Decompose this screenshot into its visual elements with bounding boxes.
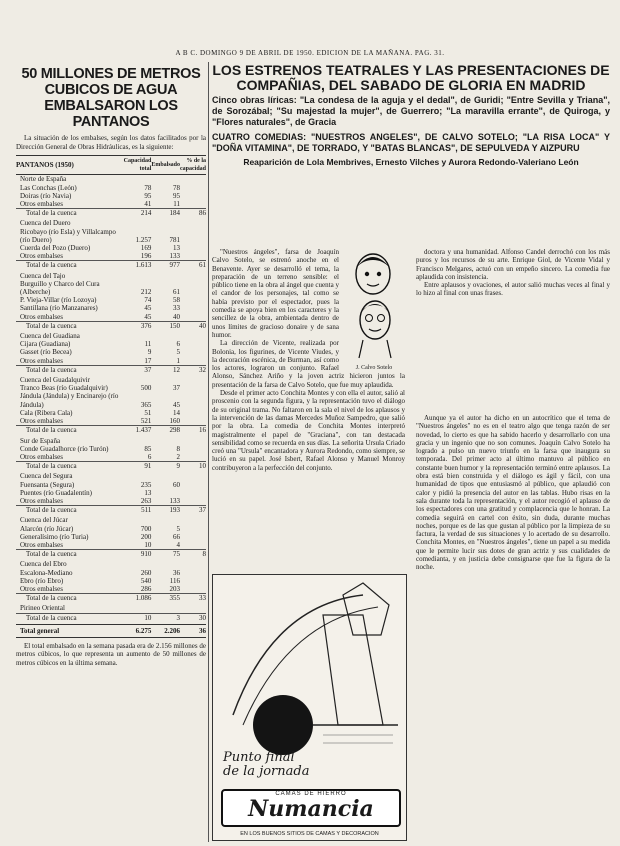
table-header-row — [16, 156, 206, 175]
table-row — [16, 453, 206, 462]
capacity-value: 500 — [140, 384, 152, 393]
table-row — [16, 304, 206, 312]
reservoir-name: Escalona-Mediano — [20, 568, 73, 577]
stored-value: 11 — [173, 200, 180, 209]
reservoir-name: Otros embalses — [20, 200, 63, 209]
percent-value: 16 — [180, 426, 206, 437]
capacity-value: 1.257 — [135, 235, 152, 244]
reservoir-name: Total de la cuenca — [16, 261, 124, 272]
stored-value: 160 — [169, 417, 180, 426]
reservoir-name: Otros embalses — [20, 452, 63, 461]
reservoir-name: Norte de España — [20, 175, 67, 184]
stored-value: 6 — [176, 340, 180, 349]
capacity-value — [124, 175, 152, 184]
reservoir-name: Cuenca del Guadalquivir — [20, 376, 90, 385]
table-row — [16, 340, 206, 348]
percent-value — [180, 409, 206, 417]
ad-brand-top: CAMAS DE HIERRO — [275, 791, 347, 797]
capacity-value — [124, 516, 152, 524]
reservoir-name: Otros embalses — [20, 312, 63, 321]
percent-value — [180, 472, 206, 480]
table-row — [16, 244, 206, 252]
ad-footer: EN LOS BUENOS SITIOS DE CAMAS Y DECORACION — [240, 831, 379, 837]
stored-value: 14 — [173, 408, 180, 417]
capacity-value: 196 — [140, 252, 152, 261]
reservoir-name: Total de la cuenca — [16, 550, 124, 561]
percent-value — [180, 332, 206, 340]
theatre-paragraph-1: "Nuestros ángeles", farsa de Joaquín Calvo Sotelo, se estrenó anoche en el Benavente. Ayer se desarrolló el tema, la preparación de un terreno sensible: el público tiene en la obra al ángel que cuenta y el candor de los personajes, tal como se había previsto por el espectador, pues la comedia se apoya bien en los caracteres y la sencillez de la obra, ambientada dentro de unos límites de gracioso donaire y de sana humor. — [212, 248, 339, 339]
percent-value: 61 — [180, 261, 206, 272]
stored-value: 5 — [176, 348, 180, 357]
stored-value: 61 — [173, 288, 180, 297]
table-row — [16, 332, 206, 340]
stored-value: 95 — [173, 191, 180, 200]
reservoirs-article — [16, 62, 206, 842]
capacity-value: 1.437 — [124, 426, 152, 437]
percent-value — [180, 192, 206, 200]
capacity-value — [124, 219, 152, 227]
reservoir-name: Total de la cuenca — [16, 365, 124, 376]
capacity-value: 37 — [124, 365, 152, 376]
caricature-illustration — [343, 248, 405, 371]
capacity-value: 263 — [140, 496, 152, 505]
theatre-paragraph-4: doctora y una humanidad. Alfonso Candel derrochó con los más puros y los recursos de su arte. Enrique Giol, de Vicente Vidal y Francisco Melgares, actuó con un empeño sincero. La comedia fue aplaudida con insistencia. — [416, 248, 610, 281]
caricature-drawing — [343, 248, 405, 360]
table-row — [16, 437, 206, 445]
table-total-row — [16, 594, 206, 605]
capacity-value: 700 — [140, 524, 152, 533]
percent-value — [180, 219, 206, 227]
table-total-row — [16, 261, 206, 272]
stored-value — [151, 376, 180, 384]
stored-value: 781 — [169, 235, 180, 244]
reservoir-name: Otros embalses — [20, 356, 63, 365]
reservoir-name: Otros embalses — [20, 252, 63, 261]
stored-value — [151, 219, 180, 227]
percent-value: 33 — [180, 594, 206, 605]
header-pantanos: PANTANOS (1950) — [16, 156, 124, 175]
stored-value: 66 — [173, 532, 180, 541]
table-row — [16, 409, 206, 417]
capacity-value: 78 — [144, 183, 152, 192]
table-row — [16, 533, 206, 541]
reservoirs-note: El total embalsado en la semana pasada era de 2.156 millones de metros cúbicos, lo que representa un aumento de 50 millones de metros cúbicos en la última semana. — [16, 641, 206, 667]
stored-value — [151, 437, 180, 445]
reservoirs-table — [16, 155, 206, 638]
reservoir-name: Cijara (Guadiana) — [20, 340, 71, 349]
capacity-value: 286 — [140, 584, 152, 593]
reservoir-name: Cuenca del Guadiana — [20, 332, 80, 341]
percent-value — [180, 525, 206, 533]
table-row — [16, 604, 206, 613]
capacity-value: 1.086 — [124, 594, 152, 605]
percent-value — [180, 453, 206, 462]
reservoir-name: Burguillo y Charco del Cura (Alberche) — [20, 279, 100, 297]
reservoir-name: Conde Guadalhorce (río Turón) — [20, 444, 109, 453]
theatre-paragraph-5: Entre aplausos y ovaciones, el autor salió muchas veces al final y lo hizo al final con unas frases. — [416, 281, 610, 298]
table-grand-total-row — [16, 624, 206, 637]
stored-value: 75 — [151, 550, 180, 561]
theatre-subheadline-lyric: Cinco obras líricas: "La condesa de la aguja y el dedal", de Guridi; "Entre Sevilla y Triana", de Sorozábal; "Su majestad la mujer", de Guerrero; "La maravilla errante", de Quiroga, y "Flores naturales", de Gracia — [212, 95, 610, 127]
table-row — [16, 252, 206, 261]
percent-value — [180, 585, 206, 594]
stored-value: 33 — [173, 304, 180, 313]
stored-value: 8 — [176, 444, 180, 453]
capacity-value: 91 — [124, 462, 152, 473]
percent-value — [180, 577, 206, 585]
reservoir-name: Las Conchas (León) — [20, 183, 77, 192]
table-row — [16, 472, 206, 480]
capacity-value: 41 — [144, 200, 152, 209]
percent-value: 10 — [180, 462, 206, 473]
percent-value — [180, 184, 206, 192]
percent-value: 30 — [180, 613, 206, 624]
capacity-value: 910 — [124, 550, 152, 561]
capacity-value: 521 — [140, 417, 152, 426]
table-total-row — [16, 506, 206, 517]
theatre-headline: LOS ESTRENOS TEATRALES Y LAS PRESENTACIONES DE COMPAÑIAS, DEL SABADO DE GLORIA EN MADRID — [212, 62, 610, 93]
percent-value: 36 — [180, 624, 206, 637]
table-row — [16, 357, 206, 366]
stored-value: 133 — [169, 252, 180, 261]
stored-value: 298 — [151, 426, 180, 437]
table-row — [16, 228, 206, 244]
percent-value — [180, 200, 206, 209]
reservoir-name: Alarcón (río Júcar) — [20, 524, 74, 533]
stored-value: 58 — [173, 296, 180, 305]
table-total-row — [16, 550, 206, 561]
percent-value — [180, 541, 206, 550]
table-row — [16, 560, 206, 568]
table-row — [16, 192, 206, 200]
table-row — [16, 541, 206, 550]
table-row — [16, 577, 206, 585]
stored-value — [151, 332, 180, 340]
reservoir-name: Otros embalses — [20, 540, 63, 549]
capacity-value: 11 — [144, 340, 152, 349]
capacity-value: 6.275 — [124, 624, 152, 637]
capacity-value: 10 — [144, 540, 152, 549]
capacity-value — [124, 604, 152, 613]
reservoir-name: Otros embalses — [20, 417, 63, 426]
table-total-row — [16, 365, 206, 376]
reservoir-name: Fuensanta (Segura) — [20, 480, 75, 489]
reservoir-name: Cuerda del Pozo (Duero) — [20, 244, 91, 253]
stored-value — [151, 604, 180, 613]
percent-value — [180, 489, 206, 497]
stored-value — [151, 472, 180, 480]
table-total-row — [16, 209, 206, 220]
reservoir-name: Total de la cuenca — [16, 506, 124, 517]
header-embalsado: Embalsado — [151, 156, 180, 175]
table-row — [16, 272, 206, 280]
table-total-row — [16, 321, 206, 332]
reservoir-name: Ebro (río Ebro) — [20, 576, 64, 585]
stored-value: 184 — [151, 209, 180, 220]
capacity-value: 212 — [140, 288, 152, 297]
stored-value: 150 — [151, 321, 180, 332]
stored-value: 116 — [169, 576, 180, 585]
reservoir-name: Sur de España — [20, 436, 61, 445]
capacity-value: 235 — [140, 480, 152, 489]
capacity-value: 51 — [144, 408, 152, 417]
reservoir-name: Jándula (Jándula) y Encinarejo (río Jándula) — [20, 392, 119, 409]
capacity-value — [124, 332, 152, 340]
stored-value: 2 — [176, 452, 180, 461]
table-row — [16, 313, 206, 322]
reservoir-name: Cuenca del Júcar — [20, 516, 68, 525]
stored-value: 60 — [173, 480, 180, 489]
table-row — [16, 525, 206, 533]
theatre-paragraph-2: La dirección de Vicente, realizada por Bolonia, los figurines, de Vicente Viudes, y la decoración escénica, de Burman, así como los actores, lograron un conjunto. Rafael Alonso, Sánchez Ariño y la joven actriz hicieron juntos la presentación de la farsa de Calvo Sotelo, que fue muy aplaudida. — [212, 339, 405, 389]
percent-value — [180, 604, 206, 613]
percent-value — [180, 357, 206, 366]
percent-value — [180, 340, 206, 348]
reservoir-name: Puentes (río Guadalentín) — [20, 488, 92, 497]
page-folio: A B C. DOMINGO 9 DE ABRIL DE 1950. EDICION DE LA MAÑANA. PAG. 31. — [175, 49, 445, 57]
stored-value: 45 — [173, 400, 180, 409]
ad-brand-box — [221, 789, 401, 827]
percent-value: 8 — [180, 550, 206, 561]
capacity-value: 85 — [144, 444, 152, 453]
stored-value — [151, 516, 180, 524]
capacity-value: 365 — [140, 400, 152, 409]
capacity-value: 200 — [140, 532, 152, 541]
table-row — [16, 296, 206, 304]
capacity-value: 13 — [144, 488, 152, 497]
percent-value — [180, 313, 206, 322]
theatre-text-column-1 — [212, 248, 405, 472]
reservoir-name: Total de la cuenca — [16, 209, 124, 220]
theatre-paragraph-6: Aunque ya el autor ha dicho en un autocrítico que el tema de "Nuestros ángeles" no es en el teatro algo que tenga razón de ser novedad, lo cierto es que ha sabido hacerlo y desarrollarlo con una gracia y un ingenio que no son comunes. Joaquín Calvo Sotelo ha logrado a pulso un nuevo triunfo en la farsa que inaugura su temporada. Del primer acto al último mantuvo al público en constante buen humor y la representación terminó entre aplausos. La obra está bien construida y el diálogo es ágil y fácil, con una humanidad de tipos que entusiasmó al público, que aplaudió con calor y pidió la presencia del autor en las tablas. Hubo risas en la sala durante toda la representación, y el autor recogió el aplauso de los espectadores con una gratitud y complacencia que le honran. La comedia seguirá en cartel con éxito, sin duda, durante muchas noches, porque es de las que gustan al público por la limpieza de su factura, la verdad de sus situaciones y lo acertado de su desarrollo. Conchita Montes, en "Nuestros ángeles", tiene un papel a su medida que le permite lucir sus dotes de gran actriz y sus cualidades de comedianta, y en justicia debe consignarse que fue la figura de la noche. — [416, 414, 610, 572]
percent-value — [180, 384, 206, 392]
percent-value — [180, 417, 206, 426]
stored-value: 355 — [151, 594, 180, 605]
capacity-value — [124, 376, 152, 384]
reservoir-name: Cala (Ribera Cala) — [20, 408, 73, 417]
capacity-value: 45 — [144, 304, 152, 313]
percent-value — [180, 376, 206, 384]
percent-value — [180, 175, 206, 184]
percent-value — [180, 533, 206, 541]
percent-value — [180, 569, 206, 577]
reservoir-name: Ricobayo (río Esla) y Villalcampo (río Duero) — [20, 227, 116, 244]
stored-value: 13 — [173, 244, 180, 253]
reservoir-name: Gasset (río Becea) — [20, 348, 72, 357]
stored-value — [151, 560, 180, 568]
percent-value — [180, 348, 206, 356]
header-capacidad: Capacidad total — [124, 156, 152, 175]
percent-value — [180, 304, 206, 312]
capacity-value — [124, 560, 152, 568]
reservoir-name: Cuenca del Ebro — [20, 560, 67, 569]
capacity-value: 10 — [124, 613, 152, 624]
percent-value — [180, 445, 206, 453]
theatre-text-column-2 — [416, 248, 610, 298]
reservoir-name: Cuenca del Duero — [20, 219, 71, 228]
capacity-value: 260 — [140, 568, 152, 577]
percent-value — [180, 272, 206, 280]
reservoir-name: Cuenca del Segura — [20, 472, 73, 481]
table-row — [16, 384, 206, 392]
capacity-value: 45 — [144, 312, 152, 321]
capacity-value — [124, 437, 152, 445]
table-row — [16, 348, 206, 356]
capacity-value: 6 — [147, 452, 152, 461]
table-row — [16, 376, 206, 384]
capacity-value: 95 — [144, 191, 152, 200]
percent-value: 32 — [180, 365, 206, 376]
numancia-advertisement — [212, 574, 407, 841]
table-row — [16, 184, 206, 192]
stored-value: 40 — [173, 312, 180, 321]
stored-value: 78 — [173, 183, 180, 192]
theatre-paragraph-3: Desde el primer acto Conchita Montes y con ella el autor, salió al proscenio con la segunda figura, y la representación tuvo el diálogo de su original trama. No faltaron en la sala el nivel de los aplausos y la intervención de las damas Mercedes Muñoz Sampedro, que salió por la obra. La comedia de Conchita Montes interpretó magistralmente el papel de "Graciana", con tan destacada sensibilidad como se recuerda en sus días. La señorita Ursula Criado creó una "Ursula" encantadora y Aurora Redondo, como siempre, se lució en su papel. José Isbert, Rafael Alonso y Manuel Monroy contribuyeron a la perfección del conjunto. — [212, 389, 405, 472]
reservoir-name: Otros embalses — [20, 584, 63, 593]
reservoirs-intro: La situación de los embalses, según los datos facilitados por la Dirección General de Obras Hidráulicas, es la siguiente: — [16, 134, 206, 151]
table-row — [16, 280, 206, 296]
percent-value — [180, 228, 206, 244]
stored-value — [151, 272, 180, 280]
capacity-value: 9 — [147, 348, 152, 357]
column-divider — [208, 62, 209, 842]
percent-value — [180, 392, 206, 408]
table-row — [16, 497, 206, 506]
percent-value — [180, 497, 206, 506]
table-row — [16, 481, 206, 489]
table-total-row — [16, 613, 206, 624]
reservoir-name: Generalísimo (río Turia) — [20, 532, 89, 541]
stored-value: 5 — [176, 524, 180, 533]
stored-value: 193 — [151, 506, 180, 517]
stored-value: 977 — [151, 261, 180, 272]
percent-value — [180, 437, 206, 445]
percent-value — [180, 296, 206, 304]
reservoir-name: Total de la cuenca — [16, 321, 124, 332]
percent-value: 37 — [180, 506, 206, 517]
reservoir-name: Santillana (río Manzanares) — [20, 304, 98, 313]
theatre-text-column-2-lower — [416, 414, 610, 572]
table-row — [16, 392, 206, 408]
capacity-value: 1.613 — [124, 261, 152, 272]
reservoir-name: Doiras (río Navia) — [20, 191, 72, 200]
ad-brand-name: Numancia — [248, 796, 374, 822]
stored-value: 37 — [173, 384, 180, 393]
theatre-article — [212, 62, 610, 842]
reservoir-name: Total de la cuenca — [16, 613, 124, 624]
capacity-value: 214 — [124, 209, 152, 220]
stored-value: 1 — [176, 356, 180, 365]
percent-value — [180, 244, 206, 252]
table-row — [16, 445, 206, 453]
percent-value — [180, 560, 206, 568]
stored-value: 3 — [151, 613, 180, 624]
capacity-value: 540 — [140, 576, 152, 585]
reservoir-name: Total general — [16, 624, 124, 637]
caricature-caption: J. Calvo Sotelo — [355, 365, 393, 371]
table-row — [16, 516, 206, 524]
reservoir-name: Total de la cuenca — [16, 594, 124, 605]
stored-value: 133 — [169, 496, 180, 505]
stored-value — [151, 489, 180, 497]
stored-value: 36 — [173, 568, 180, 577]
table-row — [16, 489, 206, 497]
reservoir-name: Otros embalses — [20, 496, 63, 505]
header-porcentaje: % de la capacidad — [180, 156, 206, 175]
reservoir-name: P. Vieja-Villar (río Lozoya) — [20, 296, 97, 305]
theatre-subheadline-returns: Reaparición de Lola Membrives, Ernesto Vilches y Aurora Redondo-Valeriano León — [243, 157, 579, 167]
reservoir-name: Total de la cuenca — [16, 462, 124, 473]
table-total-row — [16, 426, 206, 437]
table-row — [16, 200, 206, 209]
table-row — [16, 585, 206, 594]
ad-slogan: Punto final de la jornada — [223, 750, 310, 779]
reservoir-name: Cuenca del Tajo — [20, 271, 66, 280]
table-row — [16, 569, 206, 577]
percent-value: 86 — [180, 209, 206, 220]
table-row — [16, 219, 206, 227]
capacity-value — [124, 272, 152, 280]
capacity-value — [124, 472, 152, 480]
stored-value: 2.206 — [151, 624, 180, 637]
table-row — [16, 175, 206, 184]
reservoirs-table-body — [16, 175, 206, 638]
capacity-value: 169 — [140, 244, 152, 253]
table-row — [16, 417, 206, 426]
stored-value: 203 — [169, 584, 180, 593]
capacity-value: 17 — [144, 356, 152, 365]
capacity-value: 376 — [124, 321, 152, 332]
reservoirs-headline: 50 MILLONES DE METROS CUBICOS DE AGUA EMBALSARON LOS PANTANOS — [21, 66, 201, 130]
percent-value — [180, 252, 206, 261]
reservoir-name: Tranco Beas (río Guadalquivir) — [20, 384, 108, 393]
percent-value — [180, 516, 206, 524]
percent-value: 40 — [180, 321, 206, 332]
stored-value — [151, 175, 180, 184]
percent-value — [180, 280, 206, 296]
stored-value: 9 — [151, 462, 180, 473]
stored-value: 4 — [176, 540, 180, 549]
table-total-row — [16, 462, 206, 473]
theatre-subheadline-comedies: CUATRO COMEDIAS: "NUESTROS ANGELES", DE CALVO SOTELO; "LA RISA LOCA" Y "DOÑA VITAMINA", DE TORRADO, Y "BATAS BLANCAS", DE SEPULVEDA Y AIZPURU — [212, 132, 610, 153]
reservoir-name: Pirineo Oriental — [20, 604, 65, 613]
capacity-value: 511 — [124, 506, 152, 517]
capacity-value: 74 — [144, 296, 152, 305]
percent-value — [180, 481, 206, 489]
stored-value: 12 — [151, 365, 180, 376]
reservoir-name: Total de la cuenca — [16, 426, 124, 437]
